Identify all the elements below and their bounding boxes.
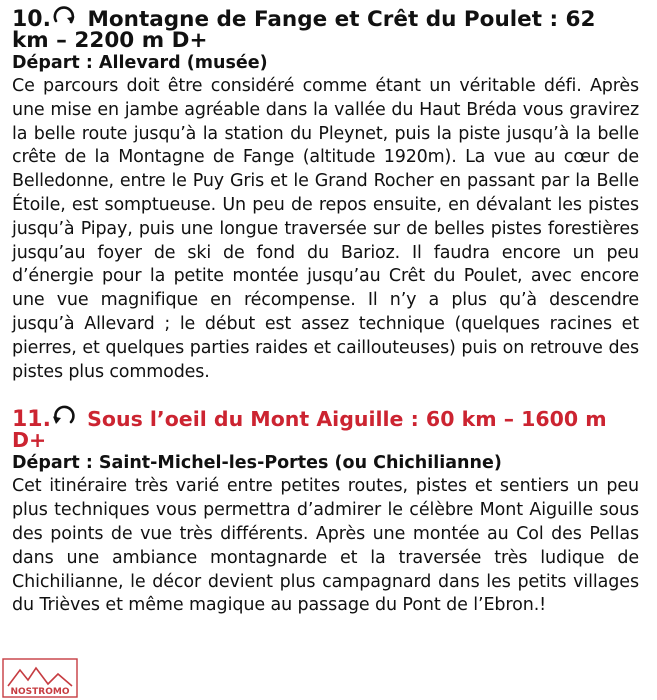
route-description: Cet itinéraire très varié entre petites routes, pistes et sentiers un peu plus techniques vous permettra d’admirer le célèbre Mont Aiguille sous des points de vue très différents. Après une montée au Col des Pellas dans une ambiance montagnarde et la traversée très ludique de Chichilianne, le décor devient plus campagnard dans les petits villages du Trièves et même magique au passage du Pont de l’Ebron.! — [12, 476, 639, 616]
nostromo-stamp-logo — [2, 658, 78, 698]
route-section-10 — [12, 0, 639, 384]
route-number: 11. — [12, 407, 51, 433]
route-title — [12, 404, 639, 451]
route-departure: Départ : Allevard (musée) — [12, 53, 268, 73]
loop-arrow-icon — [51, 4, 77, 28]
route-title — [12, 4, 639, 51]
route-name: Sous l’oeil du Mont Aiguille : 60 km – 1600 m D+ — [12, 407, 607, 453]
route-departure: Départ : Saint-Michel-les-Portes (ou Chichilianne) — [12, 453, 502, 474]
route-description: Ce parcours doit être considéré comme étant un véritable défi. Après une mise en jambe agréable dans la vallée du Haut Bréda vous gravirez la belle route jusqu’à la station du Pleynet, puis la piste jusqu’à la belle crête de la Montagne de Fange (altitude 1920m). La vue au cœur de Belledonne, entre le Puy Gris et le Grand Rocher en passant par la Belle Étoile, est somptueuse. Un peu de repos ensuite, en dévalant les pistes jusqu’à Pipay, puis une longue traversée sur de belles pistes forestières jusqu’au foyer de ski de fond du Barioz. Il faudra encore un peu d’énergie pour la petite montée jusqu’au Crêt du Poulet, avec encore une vue magnifique en récompense. Il n’y a plus qu’à descendre jusqu’à Allevard ; le début est assez technique (quelques racines et pierres, et quelques parties raides et caillouteuses) puis on retrouve des pistes plus commodes. — [12, 76, 639, 382]
route-name: Montagne de Fange et Crêt du Poulet : 62 km – 2200 m D+ — [12, 7, 596, 53]
svg-text:NOSTROMO: NOSTROMO — [10, 687, 70, 697]
route-section-11 — [12, 384, 639, 618]
route-number: 10. — [12, 7, 51, 32]
loop-arrow-icon — [51, 404, 77, 428]
